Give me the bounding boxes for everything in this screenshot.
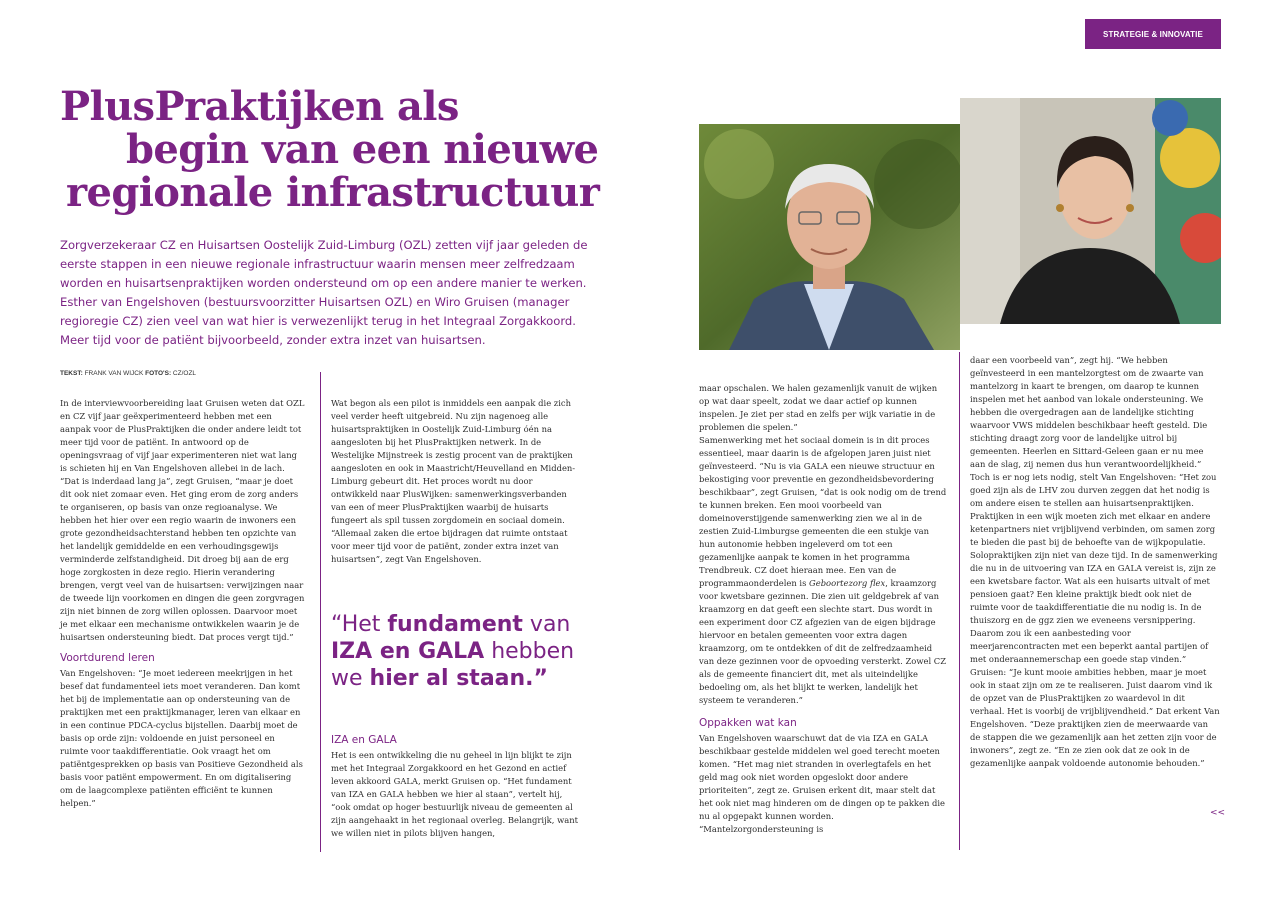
title-line-2: begin van een nieuwe [126, 126, 599, 173]
quote-bold-3: hier al staan.” [369, 666, 548, 691]
column-2-lower [331, 730, 581, 840]
article-title [60, 85, 620, 214]
article-intro: Zorgverzekeraar CZ en Huisartsen Oostelijk Zuid-Limburg (OZL) zetten vijf jaar geleden de eerste stappen in een nieuwe regionale infrastructuur waarin mensen meer zelfredzaam worden en huisartsenpraktijken worden ondersteund om op een andere manier te werken. Esther van Engelshoven (bestuursvoorzitter Huisartsen OZL) en Wiro Gruisen (manager regioregie CZ) zien veel van wat hier is verwezenlijkt terug in het Integraal Zorgakkoord. Meer tijd voor de patiënt bijvoorbeeld, zonder extra inzet van huisartsen. [60, 238, 588, 347]
portrait-man-image [699, 124, 960, 350]
col3-paragraph-2 [699, 434, 947, 707]
quote-open: “Het [331, 612, 388, 637]
col1-subheading: Voortdurend leren [60, 652, 155, 664]
col3-paragraph-1: maar opschalen. We halen gezamenlijk vanuit de wijken op wat daar speelt, zodat we daar actief op kunnen inspelen. Je ziet per stad en zelfs per wijk variatie in de problemen die spelen.” [699, 383, 938, 432]
column-4 [970, 354, 1220, 770]
col1-paragraph-1: In de interviewvoorbereiding laat Gruisen weten dat OZL en CZ vijf jaar geëxperimenteerd hebben met een aanpak voor de PlusPraktijken die onder andere leidt tot meer tijd voor de patiënt. In antwoord op de openingsvraag of vijf jaar experimenteren niet wat lang is schieten hij en Van Engelshoven allebei in de lach. “Dat is inderdaad lang ja”, zegt Gruisen, “maar je doet dit ook niet zomaar even. Het ging erom de zorg anders te organiseren, op basis van onze regioanalyse. We hebben het hier over een regio waarin de inwoners een grote gezondheidsachterstand hebben ten opzichte van het landelijk gemiddelde en een verhoudingsgewijs verminderde zelfstandigheid. Dit droeg bij aan de erg hoge zorgkosten in deze regio. Hierin verandering brengen, vergt veel van de huisartsen: verwijzingen naar de tweede lijn voorkomen en dingen die geen zorgvragen zijn niet binnen de zorg willen oplossen. Daarvoor moet je met elkaar een mechanisme ontwikkelen waarin je de huisartsen ondersteuning biedt. Dat proces vergt tijd.” [60, 398, 305, 642]
portrait-woman-image [960, 98, 1221, 324]
credits-photographer: CZ/OZL [172, 370, 197, 377]
col3-p2-italic: Geboortezorg flex [809, 578, 886, 588]
col3-p2-text: Samenwerking met het sociaal domein is in dit proces essentieel, maar daarin is de afgelopen jaren juist niet geïnvesteerd. “Nu is via GALA een nieuwe structuur en bekostiging voor preventie en gezondheidsbevordering beschikbaar”, zegt Gruisen, “dat is ook nodig om de trend te kunnen breken. Een mooi voorbeeld van domeinoverstijgende samenwerking zien we al in de zestien Zuid-Limburgse gemeenten die een stukje van hun autonomie hebben ingeleverd om tot een gezamenlijke aanpak te komen in het programma Trendbreuk. CZ doet hieraan mee. Een van de programmaonderdelen is [699, 435, 947, 588]
quote-bold-2: IZA en GALA [331, 639, 485, 664]
quote-mid-2: hebben we [331, 639, 575, 691]
title-line-1: PlusPraktijken als [60, 83, 459, 130]
title-line-3: regionale infrastructuur [66, 169, 600, 216]
credits-photo-label: FOTO'S: [145, 370, 172, 377]
column-2 [331, 397, 581, 566]
col2-subheading: IZA en GALA [331, 734, 397, 746]
credits-author: FRANK VAN WIJCK [84, 370, 144, 377]
credits-text-label: TEKST: [60, 370, 83, 377]
col2-paragraph-2: Het is een ontwikkeling die nu geheel in lijn blijkt te zijn met het Integraal Zorgakkoord en het Gezond en actief leven akkoord GALA, merkt Gruisen op. “Het fundament van IZA en GALA hebben we hier al staan”, vertelt hij, “ook omdat op hoger bestuurlijk niveau de gemeenten al zijn aangehaakt in het regionaal overleg. Belangrijk, want we willen niet in pilots blijven hangen, [331, 750, 578, 838]
column-divider-1 [320, 372, 321, 852]
column-divider-3 [959, 352, 960, 850]
col2-paragraph-1: Wat begon als een pilot is inmiddels een aanpak die zich veel verder heeft uitgebreid. Nu zijn nagenoeg alle huisartspraktijken in Oostelijk Zuid-Limburg óén na aangesloten bij het PlusPraktijken netwerk. In de Westelijke Mijnstreek is zestig procent van de praktijken aangesloten en ook in Maastricht/Heuvelland en Midden-Limburg gebeurt dit. Het proces wordt nu door ontwikkeld naar PlusWijken: samenwerkingsverbanden van een of meer PlusPraktijken waarbij de huisarts fungeert als spil tussen zorgdomein en sociaal domein. “Allemaal zaken die ertoe bijdragen dat ruimte ontstaat voor meer tijd voor de patiënt, zonder extra inzet van huisartsen”, zegt Van Engelshoven. [331, 398, 576, 564]
col1-paragraph-2: Van Engelshoven: “Je moet iedereen meekrijgen in het besef dat fundamenteel iets moet veranderen. Dan komt het bij de implementatie aan op ondersteuning van de praktijken met een praktijkmanager, leren van elkaar en in een continue PDCA-cyclus bijstellen. Daarbij moet de basis op orde zijn: voldoende en juist personeel en ruimte voor taakdifferentiatie. Ook vraagt het om patiëntgesprekken op basis van Positieve Gezondheid als basis voor patiënt empowerment. En om digitalisering om de laagcomplexe patiënten efficiënt te kunnen helpen.” [60, 668, 303, 808]
quote-mid-1: van [522, 612, 571, 637]
end-mark: << [1210, 808, 1226, 818]
column-1 [60, 397, 305, 810]
col3-p2-end: , kraamzorg voor kwetsbare gezinnen. Die zien uit geldgebrek af van kraamzorg en dat geeft een slechte start. Dus wordt in een experiment door CZ afgezien van de eigen bijdrage hiervoor en betalen gemeenten voor extra dagen kraamzorg, om te ontdekken of dit de zelfredzaamheid van deze gezinnen voor de opvoeding versterkt. Zowel CZ als de gemeente financiert dit, met als uiteindelijke bedoeling om, als het blijkt te werken, landelijk het systeem te veranderen.” [699, 578, 947, 705]
col4-paragraph-1: daar een voorbeeld van”, zegt hij. “We hebben geïnvesteerd in een mantelzorgtest om de zwaarte van mantelzorg in kaart te brengen, om daarop te kunnen inspelen met het aanbod van lokale ondersteuning. We hebben die overgedragen aan de landelijke stichting waarvoor VWS middelen beschikbaar heeft gesteld. Die stichting draagt zorg voor de landelijke uitrol bij gemeenten. Heerlen en Sittard-Geleen gaan er nu mee aan de slag, zij nemen dus hun verantwoordelijkheid.” [970, 355, 1208, 469]
credits [60, 370, 196, 377]
column-3 [699, 382, 947, 836]
photo-wiro-gruisen [699, 124, 960, 350]
col4-paragraph-2: Toch is er nog iets nodig, stelt Van Engelshoven: “Het zou goed zijn als de LHV zou durven zeggen dat het nodig is om andere eisen te stellen aan huisartsenpraktijken. Praktijken in een wijk moeten zich met elkaar en andere ketenpartners niet vrijblijvend verbinden, om samen zorg te bieden die past bij de behoefte van de wijkpopulatie. Solopraktijken zijn niet van deze tijd. In de samenwerking die nu in de uitvoering van IZA en GALA vereist is, zijn ze een kwetsbare factor. Wat als een huisarts uitvalt of met pensioen gaat? Een kleine praktijk biedt ook niet de ruimte voor de taakdifferentiatie die nu nodig is. In de thuiszorg en de ggz zien we eveneens versnippering. Daarom zou ik een aanbesteding voor meerjarencontracten met een beperkt aantal partijen of met onderaannemerschap een goede stap vinden.” Gruisen: “Je kunt mooie ambities hebben, maar je moet ook in staat zijn om ze te realiseren. Juist daarom vind ik de opzet van de PlusPraktijken zo waardevol in dit verhaal. Het is voorbij de vrijblijvendheid.” Dat erkent Van Engelshoven. “Deze praktijken zien de meerwaarde van de stappen die we gezamenlijk aan het zetten zijn voor de inwoners”, zegt ze. “En ze zien ook dat ze ook in de gezamenlijke aanpak voldoende autonomie behouden.” [970, 472, 1220, 768]
section-tag: STRATEGIE & INNOVATIE [1085, 19, 1221, 49]
col3-paragraph-3: Van Engelshoven waarschuwt dat de via IZA en GALA beschikbaar gestelde middelen wel goed terecht moeten komen. “Het mag niet stranden in overlegtafels en het geld mag ook niet worden opgeslokt door andere prioriteiten”, zegt ze. Gruisen erkent dit, maar stelt dat het ook niet mag hinderen om de dingen op te pakken die nu al opgepakt kunnen worden. “Mantelzorgondersteuning is [699, 733, 946, 834]
pull-quote [331, 611, 581, 692]
quote-bold-1: fundament [387, 612, 523, 637]
photo-esther-van-engelshoven [960, 98, 1221, 324]
col3-subheading: Oppakken wat kan [699, 717, 797, 729]
